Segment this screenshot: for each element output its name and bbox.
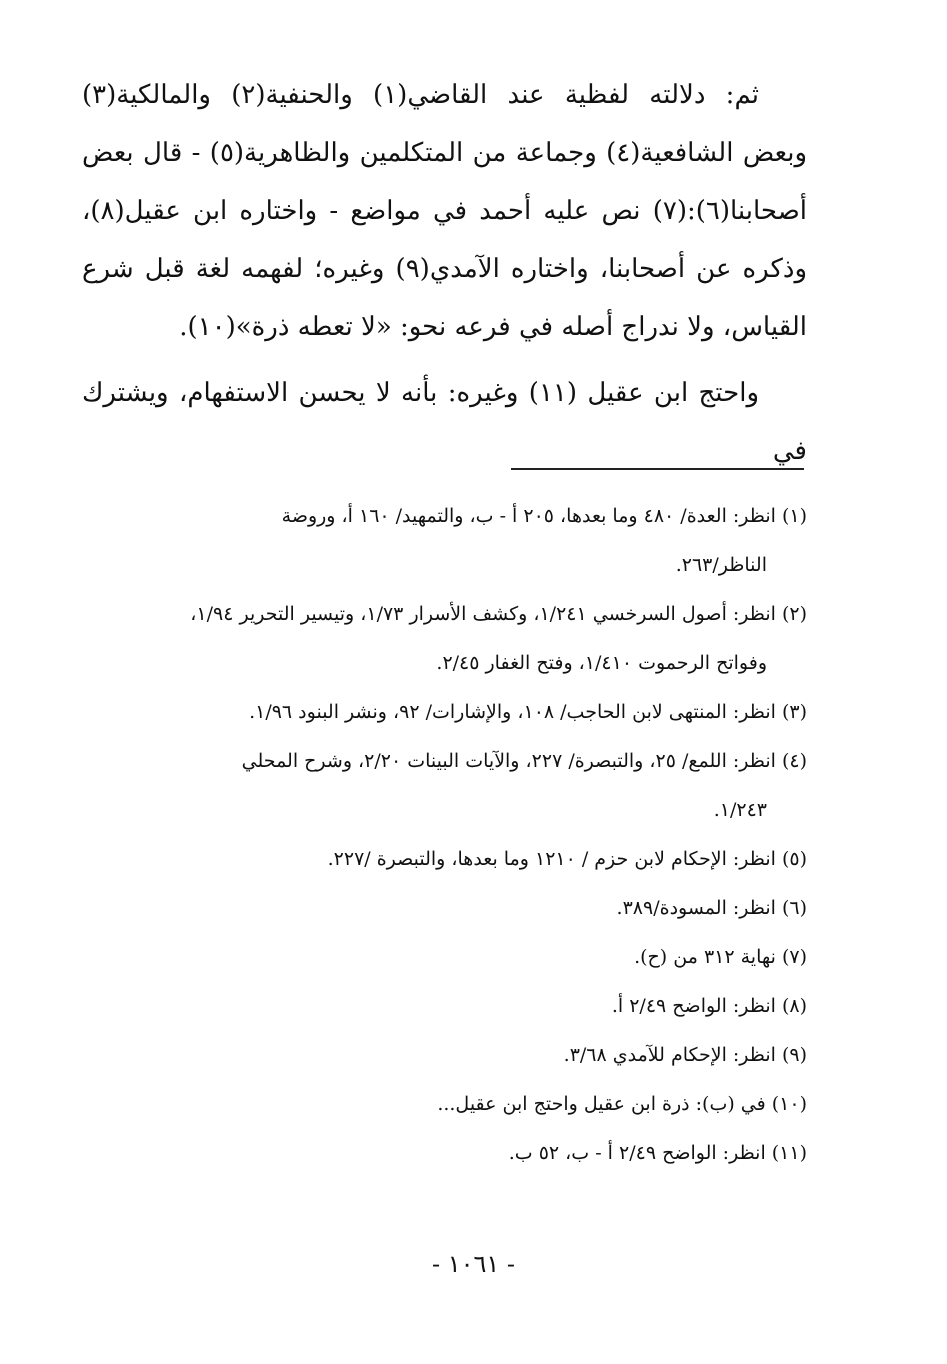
footnote-divider <box>511 468 804 470</box>
footnote-text: انظر: المسودة/٣٨٩. <box>616 897 776 919</box>
footnote-3 <box>82 688 807 737</box>
footnote-number: (٣) <box>781 701 807 723</box>
footnote-9 <box>82 1031 807 1080</box>
footnote-1 <box>82 492 807 590</box>
footnote-text: انظر: العدة/ ٤٨٠ وما بعدها، ٢٠٥ أ - ب، والتمهيد/ ١٦٠ أ، وروضة <box>281 505 776 527</box>
main-text <box>82 66 807 480</box>
footnote-11 <box>82 1129 807 1178</box>
footnote-text: انظر: الإحكام للآمدي ٣/٦٨. <box>563 1044 776 1066</box>
paragraph-1 <box>82 66 807 356</box>
footnote-10 <box>82 1080 807 1129</box>
paragraph-1-line-3: أصحابنا(٦):(٧) نص عليه أحمد في مواضع - واختاره ابن عقيل(٨)، <box>82 196 807 226</box>
footnote-text: انظر: اللمع/ ٢٥، والتبصرة/ ٢٢٧، والآيات البينات ٢/٢٠، وشرح المحلي <box>241 750 776 772</box>
footnote-2 <box>82 590 807 688</box>
footnote-text-continued: الناظر/٢٦٣. <box>675 554 767 576</box>
footnote-text: انظر: المنتهى لابن الحاجب/ ١٠٨، والإشارات/ ٩٢، ونشر البنود ١/٩٦. <box>249 701 776 723</box>
footnote-text: انظر: الواضح ٢/٤٩ أ. <box>611 995 776 1017</box>
footnote-number: (٨) <box>781 995 807 1017</box>
paragraph-1-line-4: وذكره عن أصحابنا، واختاره الآمدي(٩) وغيره؛ لفهمه لغة قبل شرع <box>82 254 807 284</box>
footnote-text: في (ب): ذرة ابن عقيل واحتج ابن عقيل... <box>437 1093 766 1115</box>
paragraph-1-line-2: الشافعية(٤) وجماعة من المتكلمين والظاهرية(٥) - قال بعض <box>82 138 734 168</box>
footnote-number: (١) <box>781 505 807 527</box>
page-number: - ١٠٦١ - <box>431 1250 516 1278</box>
footnote-text: انظر: الواضح ٢/٤٩ أ - ب، ٥٢ ب. <box>508 1142 766 1164</box>
footnote-number: (٥) <box>781 848 807 870</box>
footnote-number: (١٠) <box>771 1093 807 1115</box>
footnote-text-continued: وفواتح الرحموت ١/٤١٠، وفتح الغفار ٢/٤٥. <box>436 652 767 674</box>
paragraph-2: واحتج ابن عقيل (١١) وغيره: بأنه لا يحسن الاستفهام، ويشترك في <box>82 378 807 466</box>
footnote-4 <box>82 737 807 835</box>
footnote-8 <box>82 982 807 1031</box>
footnote-number: (٩) <box>781 1044 807 1066</box>
footnote-number: (٢) <box>781 603 807 625</box>
footnote-number: (٤) <box>781 750 807 772</box>
footnotes <box>82 492 807 1178</box>
footnote-number: (٧) <box>781 946 807 968</box>
paragraph-1-line-5: القياس، ولا ندراج أصله في فرعه نحو: «لا تعطه ذرة»(١٠). <box>179 312 807 342</box>
footnote-number: (٦) <box>781 897 807 919</box>
footnote-text-continued: ١/٢٤٣. <box>713 799 767 821</box>
footnote-5 <box>82 835 807 884</box>
footnote-text: انظر: الإحكام لابن حزم / ١٢١٠ وما بعدها، والتبصرة /٢٢٧. <box>327 848 776 870</box>
footnote-number: (١١) <box>771 1142 807 1164</box>
paragraph-1-line-1: ثم: دلالته لفظية عند القاضي(١) والحنفية(٢) والمالكية(٣) وبعض <box>82 80 807 168</box>
footnote-6 <box>82 884 807 933</box>
footnote-7 <box>82 933 807 982</box>
footnote-text: نهاية ٣١٢ من (ح). <box>634 946 776 968</box>
footnote-text: انظر: أصول السرخسي ١/٢٤١، وكشف الأسرار ١/٧٣، وتيسير التحرير ١/٩٤، <box>190 603 776 625</box>
